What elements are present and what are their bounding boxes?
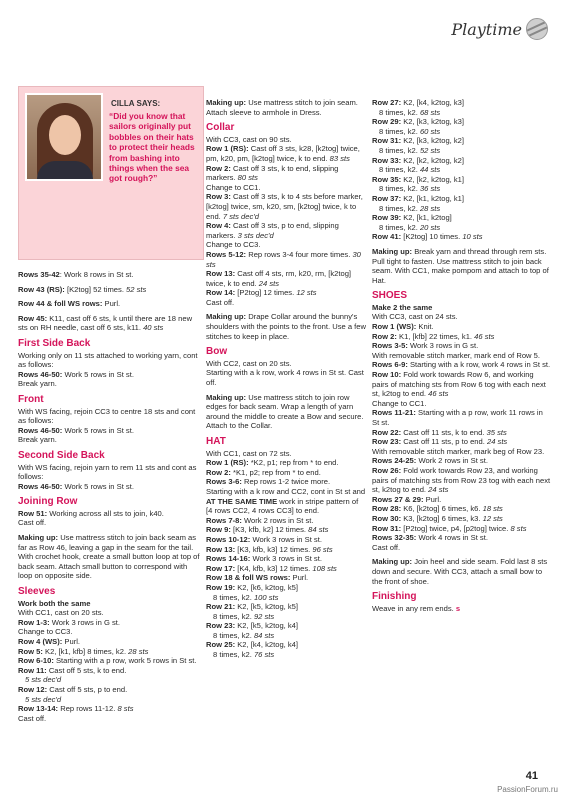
making-up: Making up: Break yarn and thread through rem sts. Pull tight to fasten. Use mattress stitch to join back seam. With CC1, make pompom and attach to top of Hat. <box>372 246 549 285</box>
instruction-row: Row 44 & foll WS rows: Purl. <box>18 299 121 309</box>
author-photo <box>25 93 103 181</box>
yarn-ball-icon <box>526 18 548 40</box>
making-up: Making up: Drape Collar around the bunny's shoulders with the points to the front. Use a few stitches to keep in place. <box>206 312 366 341</box>
column-2 <box>206 98 366 665</box>
section-heading: SHOES <box>372 290 408 302</box>
paragraph: With WS facing, rejoin CC3 to centre 18 sts and cont as follows: Rows 46-50: Work 5 rows in St st. Break yarn. <box>18 406 196 445</box>
paragraph: Row 27: K2, [k4, k2tog, k3] 8 times, k2. 68 sts Row 29: K2, [k3, k2tog, k3] 8 times, k2. 60 sts Row 31: K2, [k3, k2tog, k2] 8 times, k2. 52 sts Row 33: K2, [k2, k2tog, k2] 8 times, k2. 44 sts Row 35: K2, [k2, k2tog, k1] 8 times, k2. 36 sts Row 37: K2, [k1, k2tog, k1] 8 times, k2. 28 sts Row 39: K2, [k1, k2tog] 8 times, k2. 20 sts Row 41: [K2tog] 10 times. 10 sts <box>372 98 483 242</box>
making-up: Making up: Use mattress stitch to join back seam as far as Row 46, leaving a gap in the seam for the tail. With crochet hook, create a small button loop at top of back seam. Attach small button to correspond with loop on opposite side. <box>18 533 200 581</box>
making-up: Making up: Join heel and side seam. Fold last 8 sts down and secure. With CC3, attach a small bow to the front of shoe. <box>372 557 548 586</box>
instruction-row: Rows 35-42: Work 8 rows in St st. <box>18 270 134 279</box>
section-heading: First Side Back <box>18 337 91 349</box>
paragraph: Working only on 11 sts attached to working yarn, cont as follows: Rows 46-50: Work 5 rows in St st. Break yarn. <box>18 350 198 389</box>
watermark-url: PassionForum.ru <box>497 785 558 794</box>
page-number: 41 <box>525 770 538 782</box>
section-heading: Second Side Back <box>18 449 105 461</box>
section-title: Playtime <box>451 19 522 39</box>
section-heading: Bow <box>206 346 228 358</box>
paragraph: Make 2 the same With CC3, cast on 24 sts. Row 1 (WS): Knit. Row 2: K1, [kfb] 22 times, k1. 46 sts Rows 3-5: Work 3 rows in G st. With removable stitch marker, mark end of Row 5. Rows 6-9: Starting with a k row, work 4 rows in St st. Row 10: Fold work towards Row 6, and working pairs of matching sts from Row 6 tog with each next st, k2tog to end. 46 sts Change to CC1. Rows 11-21: Starting with a p row, work 11 rows in St st. Row 22: Cast off 11 sts, k to end. 35 sts Row 23: Cast off 11 sts, p to end. 24 sts With removable stitch marker, mark beg of Row 23. Rows 24-25: Work 2 rows in St st. Row 26: Fold work towards Row 23, and working pairs of matching sts from Row 23 tog with each next st, k2tog to end. 24 sts Rows 27 & 29: Purl. Row 28: K6, [k2tog] 6 times, k6. 18 sts Row 30: K3, [k2tog] 6 times, k3. 12 sts Row 31: [P2tog] twice, p4, [p2tog] twice. 8 sts Rows 32-35: Work 4 rows in St st. Cast off. <box>372 302 551 552</box>
paragraph: With CC1, cast on 72 sts. Row 1 (RS): *K2, p1; rep from * to end. Row 2: *K1, p2; rep from * to end. Rows 3-6: Rep rows 1-2 twice more. Starting with a k row and CC2, cont in St st and AT THE SAME TIME work in stripe pattern of [4 rows CC2, 4 rows CC3] to end. Rows 7-8: Work 2 rows in St st. Row 9: [K3, kfb, k2] 12 times. 84 sts Rows 10-12: Work 3 rows in St st. Row 13: [K3, kfb, k3] 12 times. 96 sts Rows 14-16: Work 3 rows in St st. Row 17: [K4, kfb, k3] 12 times. 108 sts Row 18 & foll WS rows: Purl. Row 19: K2, [k6, k2tog, k5] 8 times, k2. 100 sts Row 21: K2, [k5, k2tog, k5] 8 times, k2. 92 sts Row 23: K2, [k5, k2tog, k4] 8 times, k2. 84 sts Row 25: K2, [k4, k2tog, k4] 8 times, k2. 76 sts <box>206 448 366 660</box>
paragraph: With WS facing, rejoin yarn to rem 11 sts and cont as follows: Rows 46-50: Work 5 rows in St st. <box>18 462 197 491</box>
making-up: Making up: Use mattress stitch to join seam. Attach sleeve to armhole in Dress. <box>206 98 358 117</box>
paragraph: Work both the same With CC1, cast on 20 sts. Row 1-3: Work 3 rows in G st. Change to CC3. Row 4 (WS): Purl. Row 5: K2, [k1, kfb] 8 times, k2. 28 sts Row 6-10: Starting with a p row, work 5 rows in St st. Row 11: Cast off 5 sts, k to end. 5 sts dec'd Row 12: Cast off 5 sts, p to end. 5 sts dec'd Row 13-14: Rep rows 11-12. 8 sts Cast off. <box>18 598 197 723</box>
end-mark: s <box>455 603 461 613</box>
section-heading: Joining Row <box>18 496 78 508</box>
tip-quote: “Did you know that sailors originally put bobbles on their hats to protect their heads from bashing into things when the sea got rough?” <box>109 111 195 184</box>
tip-box <box>18 86 204 260</box>
instruction-row: Row 45: K11, cast off 6 sts, k until there are 18 new sts on RH needle, cast off 6 sts, k11. 40 sts <box>18 313 193 333</box>
column-1 <box>18 270 202 728</box>
section-heading: HAT <box>206 436 226 447</box>
instruction-row: Row 43 (RS): [K2tog] 52 times. 52 sts <box>18 284 147 294</box>
paragraph: Row 51: Working across all sts to join, k40. Cast off. <box>18 508 164 528</box>
section-heading: Collar <box>206 122 235 134</box>
section-heading: Finishing <box>372 591 417 603</box>
column-3 <box>372 98 552 618</box>
tip-author: CILLA SAYS: <box>111 99 161 108</box>
section-heading: Sleeves <box>18 586 56 598</box>
making-up: Making up: Use mattress stitch to join row edges for back seam. Wrap a length of yarn around the middle to create a Bow and secure. Attach to the Collar. <box>206 392 364 431</box>
section-heading: Front <box>18 393 44 405</box>
paragraph: Weave in any rem ends. s <box>372 603 461 613</box>
section-header <box>451 18 548 40</box>
paragraph: With CC3, cast on 90 sts. Row 1 (RS): Cast off 3 sts, k28, [k2tog] twice, pm, k20, pm, [k2tog] twice, k to end. 83 sts Row 2: Cast off 3 sts, k to end, slipping markers. 80 sts Change to CC1. Row 3: Cast off 3 sts, k to 4 sts before marker, [k2tog] twice, sm, k20, sm, [k2tog] twice, k to end. 7 sts dec'd Row 4: Cast off 3 sts, p to end, slipping markers. 3 sts dec'd Change to CC3. Rows 5-12: Rep rows 3-4 four more times. 30 sts Row 13: Cast off 4 sts, rm, k20, rm, [k2tog] twice, k to end. 24 sts Row 14: [P2tog] 12 times. 12 sts Cast off. <box>206 134 363 307</box>
paragraph: With CC2, cast on 20 sts. Starting with a k row, work 4 rows in St st. Cast off. <box>206 358 364 388</box>
